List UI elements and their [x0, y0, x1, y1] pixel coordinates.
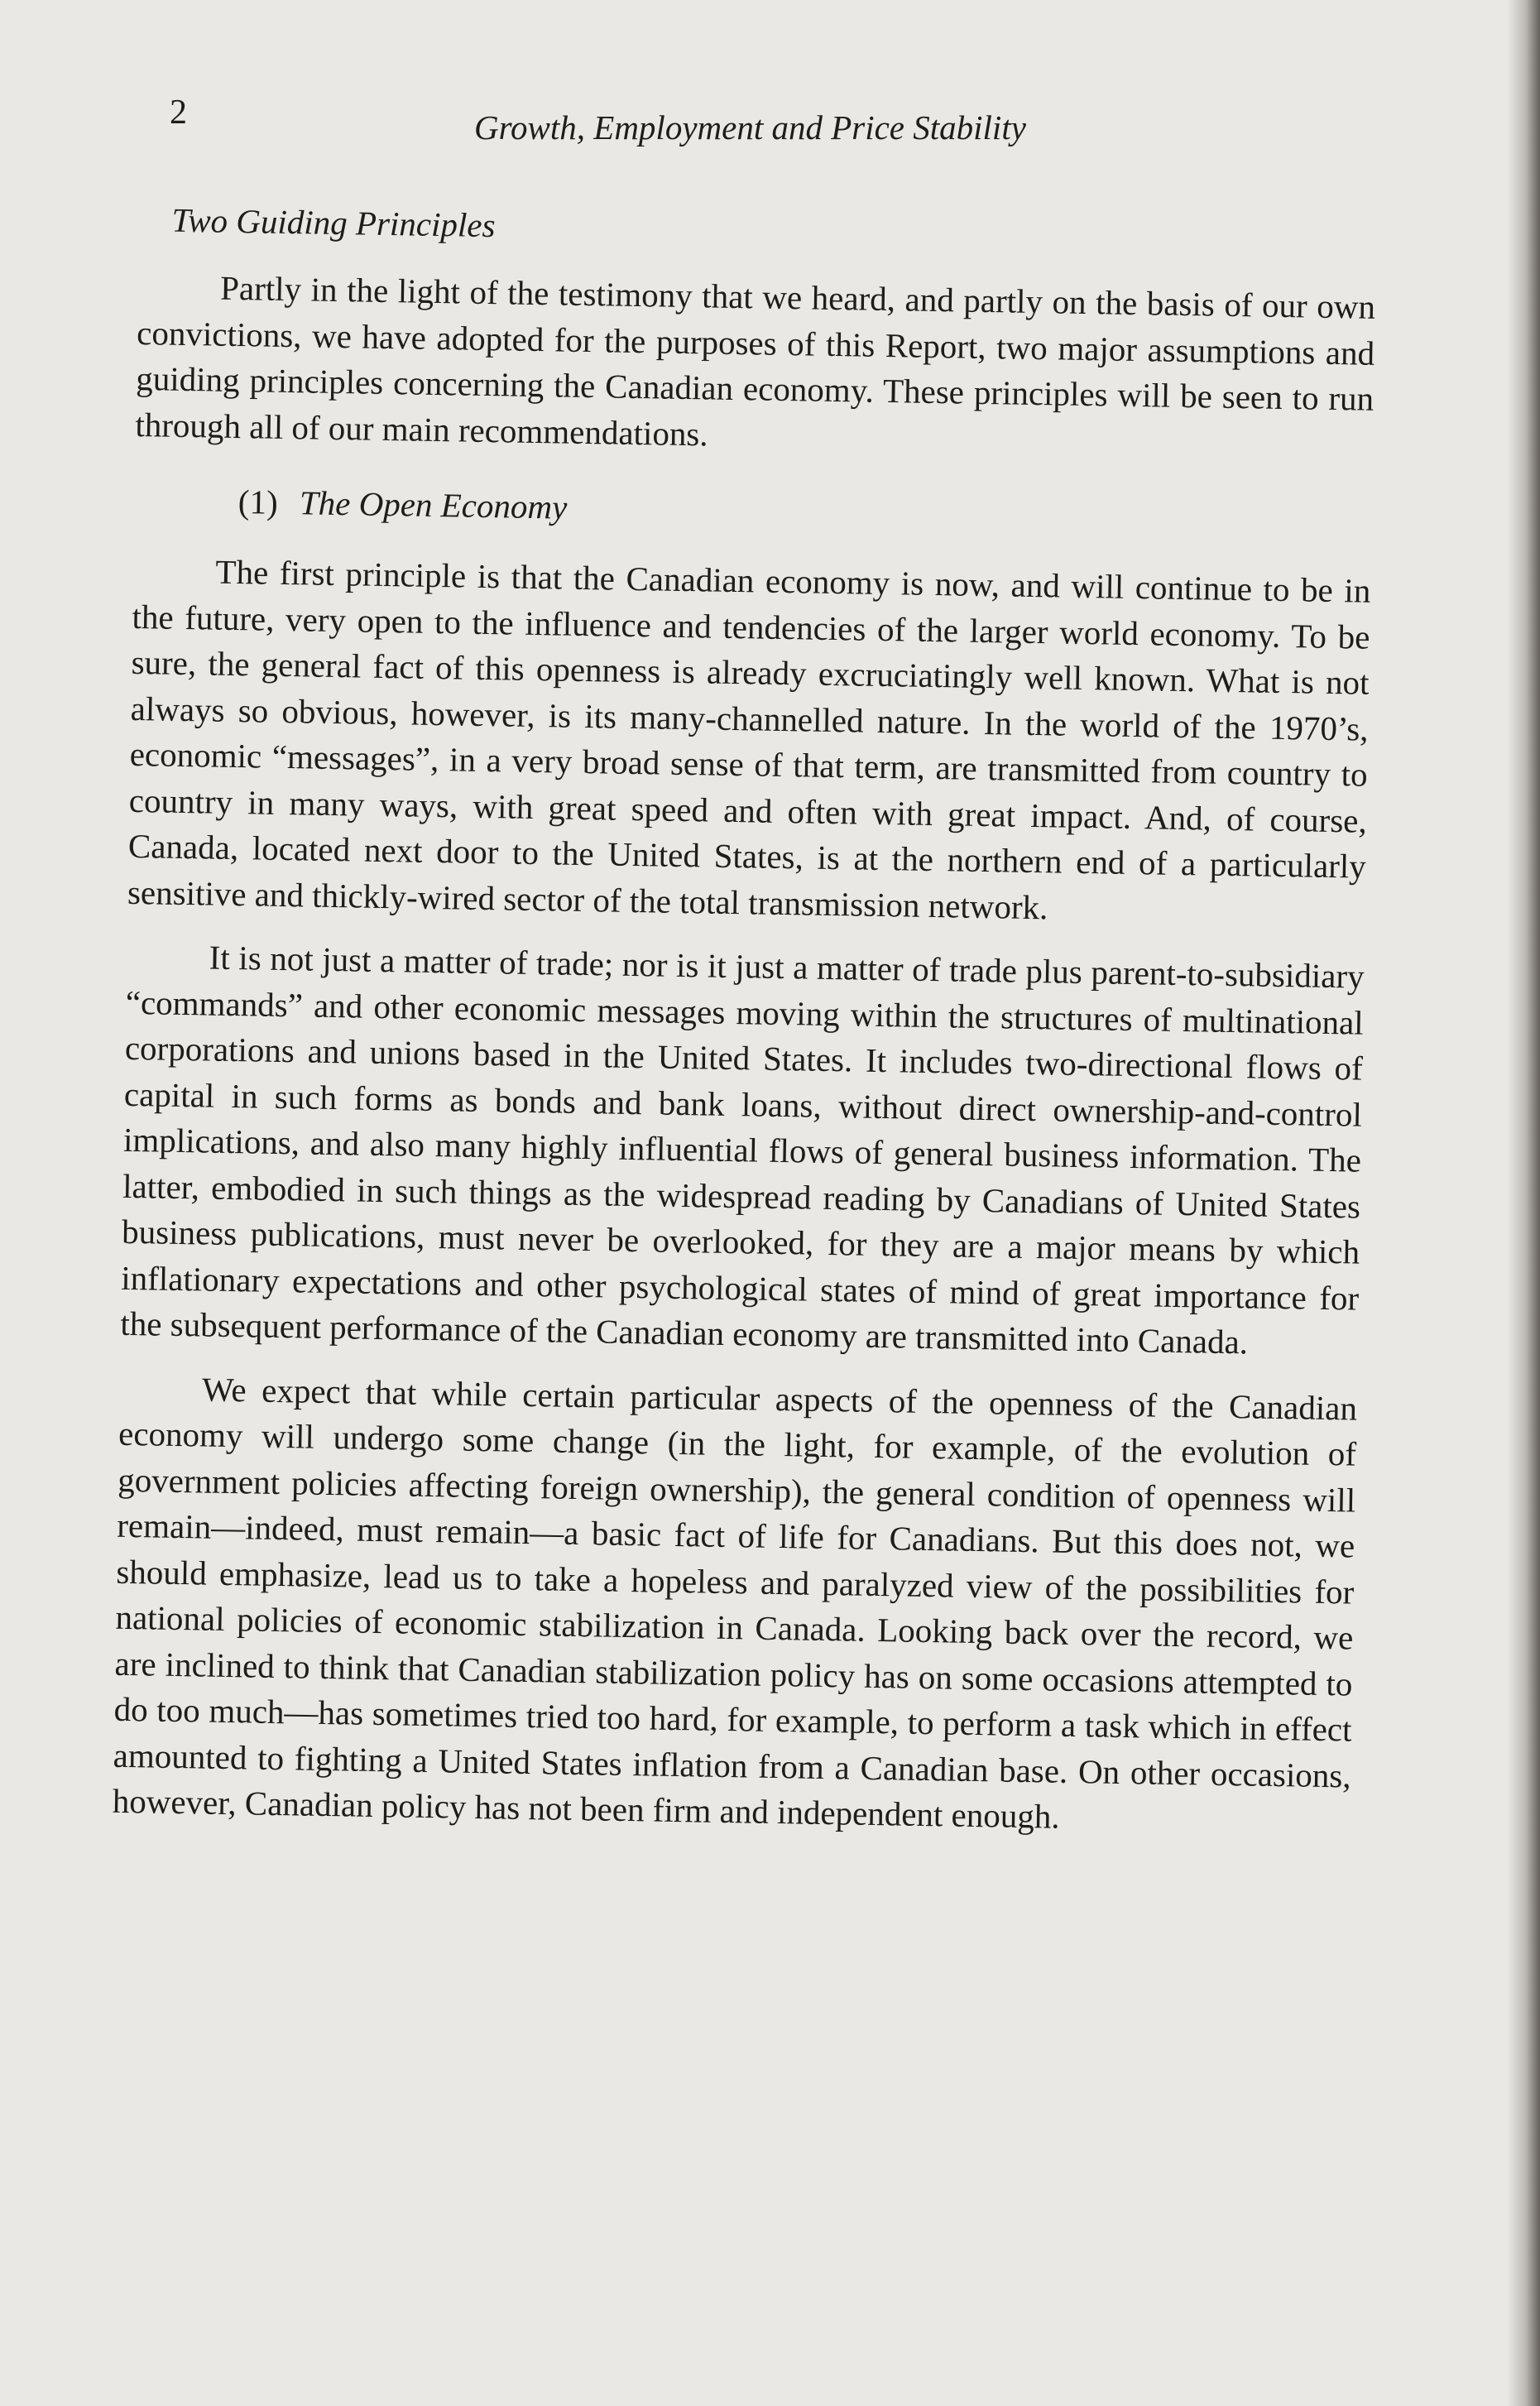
page-header — [170, 93, 1080, 146]
page-edge-shadow — [1507, 0, 1540, 2406]
subsection-title: The Open Economy — [299, 483, 568, 526]
body-paragraph: It is not just a matter of trade; nor is it just a matter of trade plus parent-to-subsidiary “commands” and other economic messages moving within the structures of multinational corporations and unions based in the United States. It includes two-directional flows of capital in such forms as bonds and bank loans, without direct ownership-and-control implications, and also many highly influential flows of general business information. The latter, embodied in such things as the widespread reading by Canadians of United States business publications, must never be overlooked, for they are a major means by which inflationary expectations and other psychological states of mind of great importance for the subsequent performance of the Canadian economy are transmitted into Canada. — [120, 938, 1365, 1361]
subsection-number: (1) — [237, 483, 279, 521]
page-number: 2 — [170, 94, 187, 132]
subsection-heading — [237, 479, 1372, 544]
body-paragraph: We expect that while certain particular aspects of the openness of the Canadian economy will undergo some change (in the light, for example, of the evolution of government policies affecting foreign ownership), the general condition of openness will remain—indeed, must remain—a basic fact of life for Canadians. But this does not, we should emphasize, lead us to take a hopeless and paralyzed view of the possibilities for national policies of economic stabilization in Canada. Looking back over the record, we are inclined to think that Canadian stabilization policy has on some occasions attempted to do too much—has sometimes tried too hard, for example, to perform a task which in effect amounted to fighting a United States inflation from a Canadian base. On other occasions, however, Canadian policy has not been firm and independent enough. — [112, 1369, 1358, 1836]
body-paragraph: The first principle is that the Canadian economy is now, and will continue to be in the future, very open to the influence and tendencies of the larger world economy. To be sure, the general fact of this openness is already excruciatingly well known. What is not always so obvious, however, is its many-channelled nature. In the world of the 1970’s, economic “messages”, in a very broad sense of that term, are transmitted from country to country in many ways, with great speed and often with great impact. And, of course, Canada, located next door to the United States, is at the northern end of a particularly sensitive and thickly-wired sector of the total transmission network. — [127, 552, 1371, 926]
body-paragraph: Partly in the light of the testimony that we heard, and partly on the basis of our own convictions, we have adopted for the purposes of this Report, two major assumptions and guiding principles concerning the Canadian economy. These principles will be seen to run through all of our main recommendations. — [135, 268, 1376, 453]
running-head: Growth, Employment and Price Stability — [474, 108, 1026, 146]
section-title: Two Guiding Principles — [171, 200, 496, 245]
page-body — [112, 197, 1377, 1863]
